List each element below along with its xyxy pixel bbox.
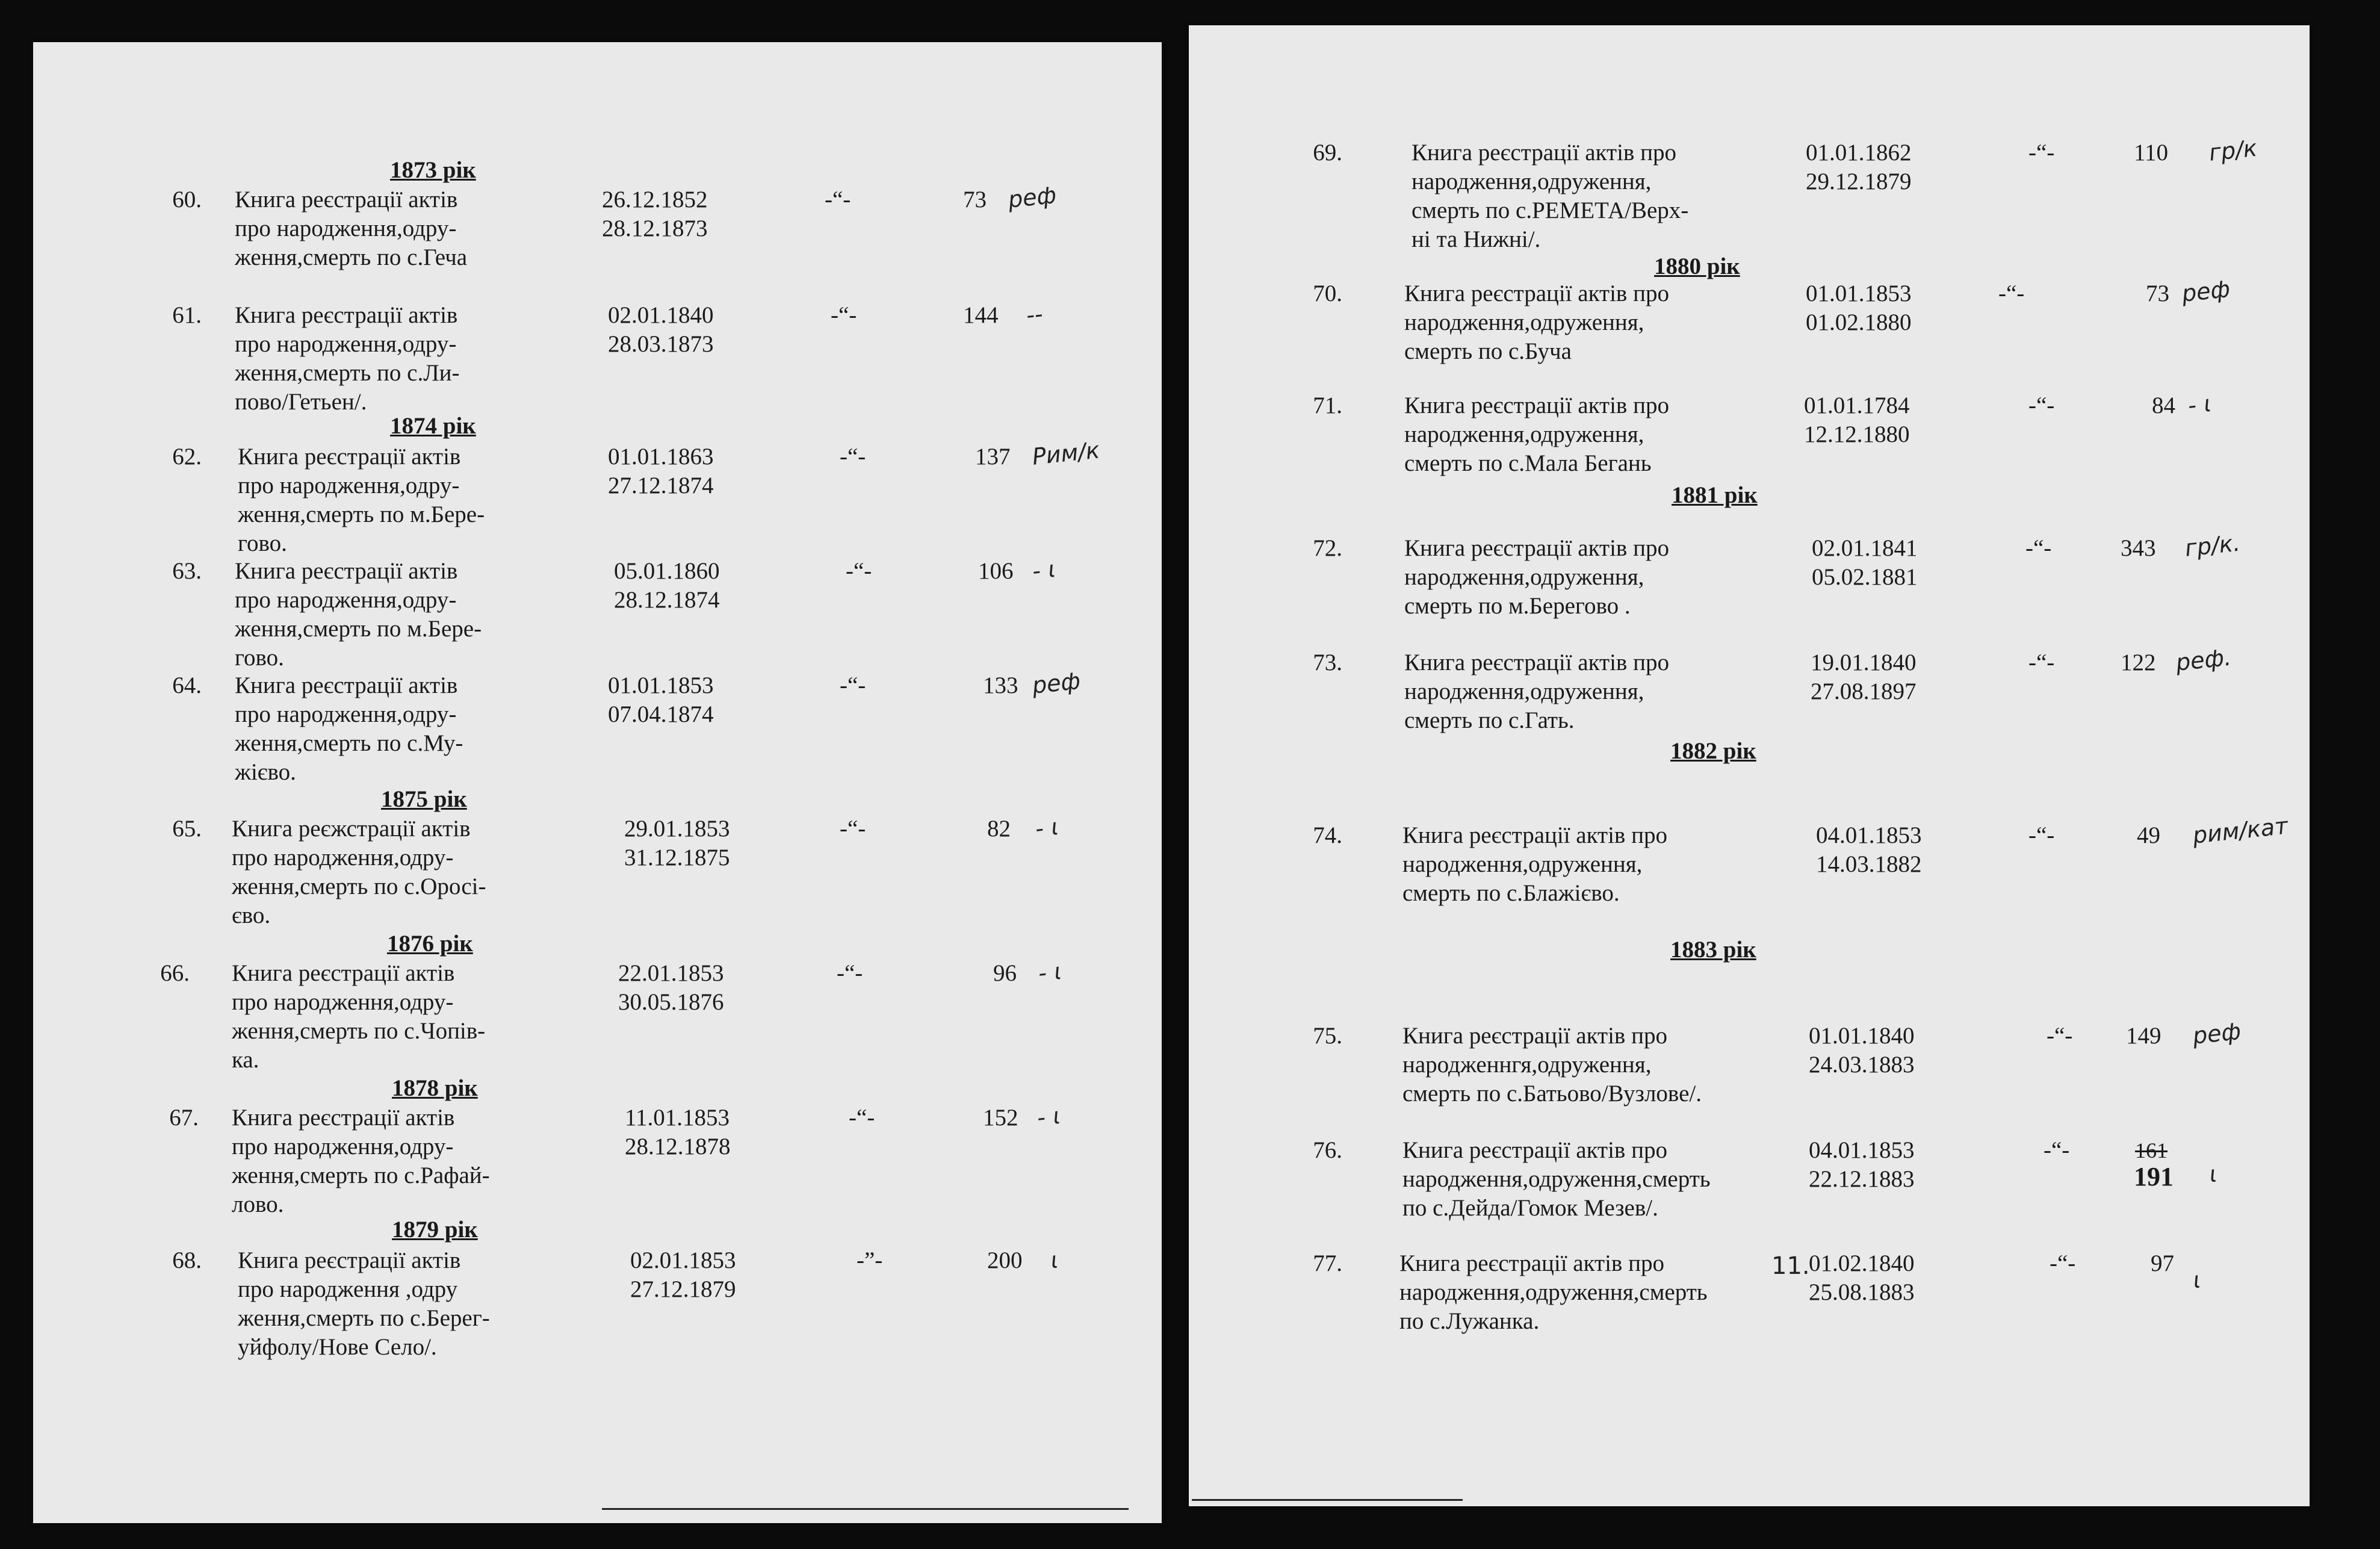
entry-dates: 11.01.1853 28.12.1878 (625, 1105, 731, 1159)
entry-number: 66. (160, 960, 190, 986)
page-count: 191 (2134, 1162, 2174, 1191)
handwritten-note: гр/к (2207, 134, 2258, 166)
page-count: 73 (2146, 281, 2169, 306)
handwritten-note: реф (2180, 275, 2231, 307)
page-count: 110 (2134, 140, 2169, 166)
entry-description: Книга реєстрації актів про народження,одруження,смерть по с.Лужанка. (1399, 1250, 1708, 1334)
page-count: 133 (983, 672, 1018, 698)
year-heading-1882: 1882 рік (1670, 738, 1756, 764)
ditto-mark: -“- (2028, 822, 2055, 848)
entry-number: 74. (1313, 822, 1342, 848)
entry-description: Книга реєстрації актів про народження,одру- ження,смерть по м.Бере- гово. (235, 558, 482, 671)
handwritten-note: ɩ (2191, 1266, 2203, 1294)
year-heading-1878: 1878 рік (392, 1075, 478, 1101)
entry-description: Книга реєстрації актів про народження,одруження, смерть по с.Блажієво. (1402, 822, 1667, 906)
ditto-mark: -“- (825, 187, 851, 213)
entry-number: 62. (172, 444, 202, 470)
entry-dates: 04.01.1853 22.12.1883 (1809, 1137, 1915, 1192)
year-heading-1875: 1875 рік (381, 786, 467, 812)
page-count-struck: 161 (2135, 1138, 2168, 1163)
bottom-rule (602, 1508, 1129, 1510)
page-count: 149 (2126, 1023, 2162, 1049)
entry-dates: 05.01.1860 28.12.1874 (614, 558, 720, 613)
ditto-mark: -“- (837, 960, 863, 986)
handwritten-note: - ɩ (1034, 813, 1061, 842)
entry-dates: 02.01.1853 27.12.1879 (630, 1247, 736, 1302)
handwritten-note: рим/кат (2191, 812, 2290, 849)
year-heading-1876: 1876 рік (387, 931, 473, 957)
year-heading-1879: 1879 рік (392, 1217, 478, 1243)
entry-description: Книга реєжстрації актів про народження,одру- ження,смерть по с.Оросі- єво. (232, 816, 486, 928)
entry-dates: 04.01.1853 14.03.1882 (1816, 822, 1922, 877)
handwritten-note: ɩ (2207, 1160, 2219, 1188)
ditto-mark: -“- (2028, 650, 2055, 675)
entry-description: Книга реєстрації актів про народження,одру- ження,смерть по с.Му- жієво. (235, 672, 463, 785)
entry-description: Книга реєстрації актів про народження ,одру ження,смерть по с.Берег- уйфолу/Нове Село/. (238, 1247, 490, 1360)
entry-description: Книга реєстрації актів про народження,одруження, смерть по с.Буча (1404, 281, 1669, 364)
year-heading-1881: 1881 рік (1672, 482, 1758, 508)
page-count: 144 (963, 302, 999, 328)
page-count: 96 (993, 960, 1017, 986)
entry-dates: 26.12.1852 28.12.1873 (602, 187, 708, 241)
handwritten-note: реф (2191, 1017, 2242, 1049)
entry-number: 72. (1313, 535, 1342, 561)
entry-dates: 01.01.1862 29.12.1879 (1806, 140, 1912, 194)
entry-dates: 22.01.1853 30.05.1876 (618, 960, 724, 1015)
ditto-mark: -“- (849, 1105, 875, 1131)
page-count: 152 (983, 1105, 1018, 1131)
entry-number: 73. (1313, 650, 1342, 675)
ditto-mark: -“- (2050, 1250, 2076, 1276)
ditto-mark: -“- (831, 302, 857, 328)
bottom-rule (1192, 1499, 1463, 1501)
entry-description: Книга реєстрації актів про народження,одру- ження,смерть по с.Рафай- лово. (232, 1105, 490, 1217)
ditto-mark: -“- (840, 672, 866, 698)
page-count: 122 (2121, 650, 2156, 675)
page-count: 200 (987, 1247, 1023, 1273)
ditto-mark: -“- (840, 816, 866, 842)
entry-dates: 01.02.1840 25.08.1883 (1809, 1250, 1915, 1305)
page-count: 82 (987, 816, 1011, 842)
year-heading-1883: 1883 рік (1670, 937, 1756, 963)
handwritten-note: - ɩ (2186, 390, 2214, 419)
ditto-mark: -“- (1998, 281, 2025, 306)
handwritten-note: реф. (2174, 644, 2233, 676)
entry-description: Книга реєстрації актів про народження,одру- ження,смерть по с.Чопів- ка. (232, 960, 486, 1073)
entry-dates: 01.01.1784 12.12.1880 (1804, 393, 1910, 447)
handwritten-note: - ɩ (1035, 1102, 1063, 1131)
ditto-mark: -“- (2025, 535, 2052, 561)
entry-number: 67. (169, 1105, 199, 1131)
entry-number: 70. (1313, 281, 1342, 306)
entry-description: Книга реєстрації актів про народження,одруження, смерть по с.РЕМЕТА/Верх- ні та Нижні/. (1412, 140, 1689, 252)
ditto-mark: -“- (2047, 1023, 2073, 1049)
entry-number: 68. (172, 1247, 202, 1273)
entry-number: 77. (1313, 1250, 1342, 1276)
entry-number: 64. (172, 672, 202, 698)
ditto-mark: -“- (2028, 140, 2055, 166)
ditto-mark: -“- (2028, 393, 2055, 418)
handwritten-note: ɩ (1049, 1246, 1061, 1274)
entry-number: 76. (1313, 1137, 1342, 1163)
entry-description: Книга реєстрації актів про народження,одруження, смерть по с.Гать. (1404, 650, 1669, 733)
entry-number: 69. (1313, 140, 1342, 166)
ditto-mark: -“- (2044, 1137, 2070, 1163)
entry-dates: 19.01.1840 27.08.1897 (1811, 650, 1917, 704)
entry-dates: 01.01.1840 24.03.1883 (1809, 1023, 1915, 1078)
page-count: 137 (975, 444, 1011, 470)
entry-description: Книга реєстрації актів про народження,одру- ження,смерть по с.Геча (235, 187, 468, 270)
year-heading-1874: 1874 рік (390, 413, 476, 439)
year-heading-1880: 1880 рік (1654, 253, 1740, 279)
entry-number: 71. (1313, 393, 1342, 418)
entry-description: Книга реєстрації актів про народження,одру- ження,смерть по с.Ли- пово/Гетьен/. (235, 302, 460, 415)
page-count: 49 (2137, 822, 2160, 848)
entry-dates: 01.01.1853 01.02.1880 (1806, 281, 1912, 335)
handwritten-note: - ɩ (1030, 555, 1058, 585)
page-count: 106 (978, 558, 1014, 584)
entry-description: Книга реєстрації актів про народження,одруження, смерть по м.Берегово . (1404, 535, 1669, 619)
entry-number: 61. (172, 302, 202, 328)
entry-number: 60. (172, 187, 202, 213)
entry-description: Книга реєстрації актів про народження,одруження, смерть по с.Мала Бегань (1404, 393, 1669, 476)
handwritten-date-prefix: 11. (1771, 1252, 1810, 1280)
entry-description: Книга реєстрації актів про народженнгя,одруження, смерть по с.Батьово/Вузлове/. (1402, 1023, 1702, 1107)
ditto-mark: -“- (840, 444, 866, 470)
handwritten-note: Рим/к (1030, 436, 1101, 470)
right-page (1189, 25, 2310, 1506)
page-count: 73 (963, 187, 987, 213)
entry-number: 65. (172, 816, 202, 842)
entry-number: 75. (1313, 1023, 1342, 1049)
entry-description: Книга реєстрації актів про народження,одруження,смерть по с.Дейда/Гомок Мезев/. (1402, 1137, 1711, 1221)
year-heading-1873: 1873 рік (390, 157, 476, 183)
handwritten-note: - ɩ (1037, 957, 1064, 987)
handwritten-note: реф (1006, 181, 1058, 213)
handwritten-note: гр/к. (2183, 529, 2242, 562)
ditto-mark: -”- (857, 1247, 883, 1273)
left-page (33, 42, 1162, 1523)
handwritten-note: реф (1030, 667, 1082, 699)
entry-dates: 01.01.1853 07.04.1874 (608, 672, 714, 727)
entry-description: Книга реєстрації актів про народження,одру- ження,смерть по м.Бере- гово. (238, 444, 485, 556)
handwritten-note: -- (1024, 300, 1044, 329)
page-count: 97 (2151, 1250, 2174, 1276)
entry-dates: 02.01.1840 28.03.1873 (608, 302, 714, 357)
page-count: 84 (2152, 393, 2175, 418)
page-count: 343 (2121, 535, 2156, 561)
entry-dates: 01.01.1863 27.12.1874 (608, 444, 714, 498)
entry-dates: 29.01.1853 31.12.1875 (624, 816, 730, 871)
entry-number: 63. (172, 558, 202, 584)
ditto-mark: -“- (846, 558, 872, 584)
entry-dates: 02.01.1841 05.02.1881 (1812, 535, 1918, 590)
